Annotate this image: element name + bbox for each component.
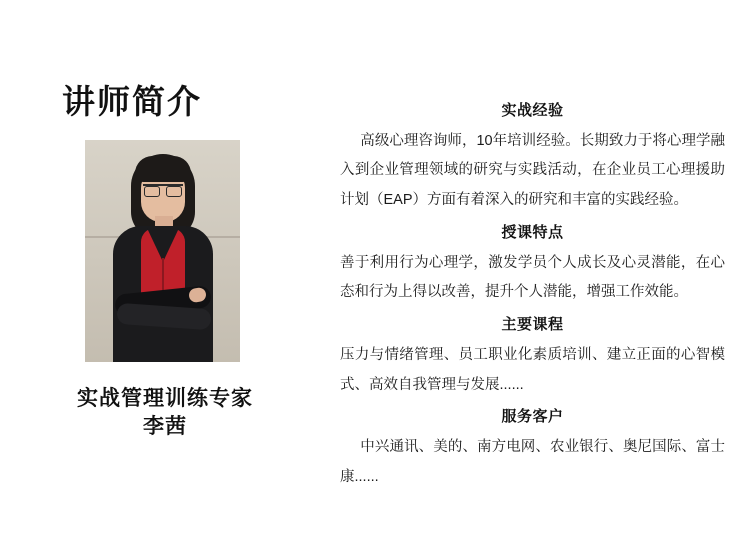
section-teaching-style — [340, 218, 725, 308]
section-body-teaching-style: 善于利用行为心理学，激发学员个人成长及心灵潜能，在心态和行为上得以改善，提升个人潜能，增强工作效能。 — [340, 254, 725, 301]
section-heading-courses: 主要课程 — [501, 316, 564, 334]
page-title: 讲师简介 — [62, 83, 202, 120]
portrait-fringe — [135, 156, 191, 182]
section-experience — [340, 96, 725, 216]
right-column — [340, 96, 725, 494]
section-body-experience: 高级心理咨询师，10年培训经验。长期致力于将心理学融入到企业管理领域的研究与实践活动，在企业员工心理援助计划（EAP）方面有着深入的研究和丰富的实践经验。 — [340, 132, 725, 209]
section-body-courses: 压力与情绪管理、员工职业化素质培训、建立正面的心智模式、高效自我管理与发展...... — [340, 346, 725, 393]
instructor-name: 李茜 — [143, 415, 187, 439]
glasses-icon — [143, 184, 183, 196]
instructor-photo — [85, 140, 240, 362]
section-heading-experience: 实战经验 — [501, 102, 564, 119]
section-heading-clients: 服务客户 — [501, 408, 564, 426]
left-column — [0, 0, 330, 558]
section-body-clients: 中兴通讯、美的、南方电网、农业银行、奥尼国际、富士康...... — [340, 439, 725, 485]
section-clients — [340, 402, 725, 492]
instructor-name-block — [0, 385, 330, 442]
section-courses — [340, 310, 725, 400]
section-heading-teaching-style: 授课特点 — [501, 223, 564, 241]
instructor-role: 实战管理训练专家 — [77, 387, 253, 410]
